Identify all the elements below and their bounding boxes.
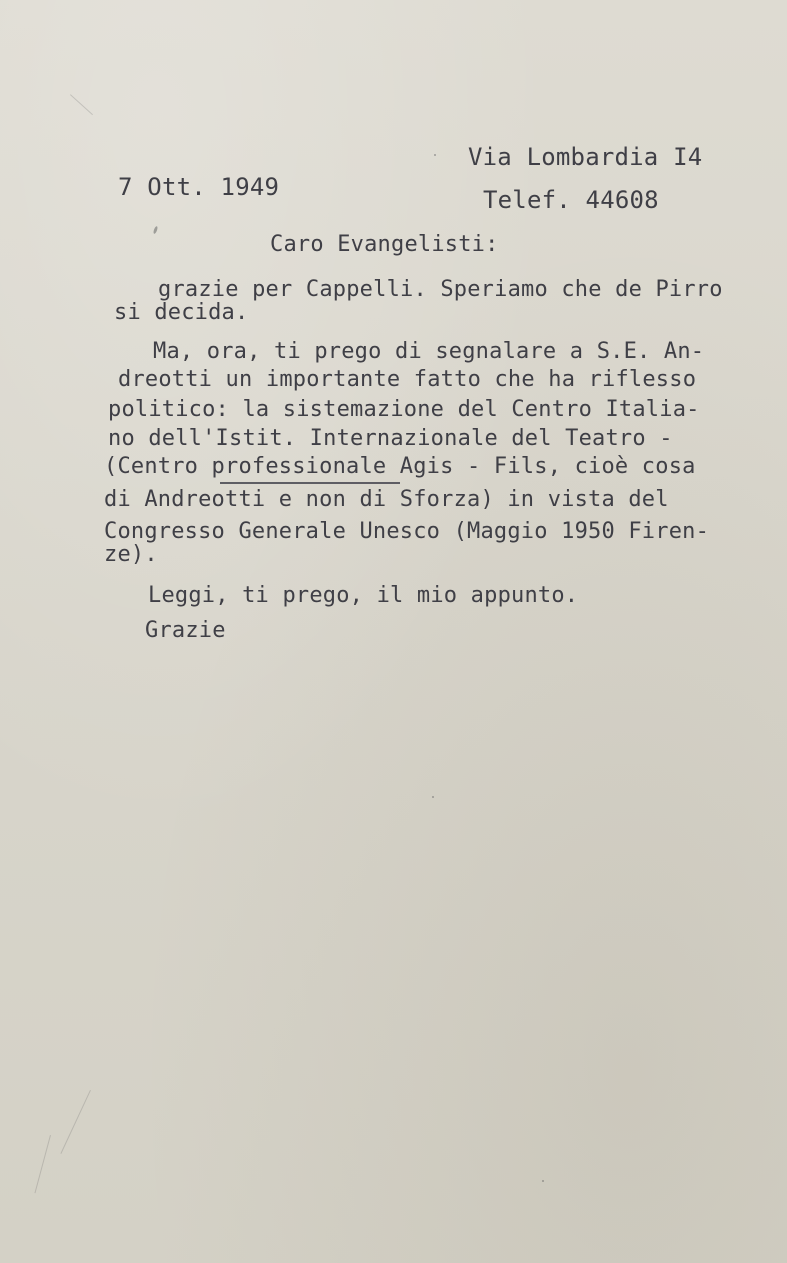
body-line-8: di Andreotti e non di Sforza) in vista del [104,487,669,512]
address-line-2: Telef. 44608 [483,186,659,214]
paper-speck [434,154,436,156]
paper-speck [432,796,434,798]
body-line-2: si decida. [114,300,249,325]
paper-scratch [60,1090,90,1154]
body-line-7: (Centro professionale Agis - Fils, cioè cosa [104,454,696,479]
paper-speck [542,1180,544,1182]
body-line-9: Congresso Generale Unesco (Maggio 1950 Firen- [104,519,710,544]
address-line-1: Via Lombardia I4 [468,143,703,171]
date-line: 7 Ott. 1949 [118,173,280,201]
paper-scratch [34,1135,50,1193]
salutation: Caro Evangelisti: [270,232,499,257]
paper-speck [153,226,159,235]
body-line-11: Leggi, ti prego, il mio appunto. [148,583,579,608]
paper-scratch [70,94,93,115]
body-line-4: dreotti un importante fatto che ha riflesso [118,367,697,392]
handwritten-underline [220,482,400,484]
body-line-1: grazie per Cappelli. Speriamo che de Pirro [158,277,723,302]
body-line-5: politico: la sistemazione del Centro Italia- [108,397,700,422]
body-line-6: no dell'Istit. Internazionale del Teatro - [108,426,673,451]
body-line-3: Ma, ora, ti prego di segnalare a S.E. An- [153,339,705,364]
closing: Grazie [145,618,226,643]
body-line-10: ze). [104,542,158,567]
